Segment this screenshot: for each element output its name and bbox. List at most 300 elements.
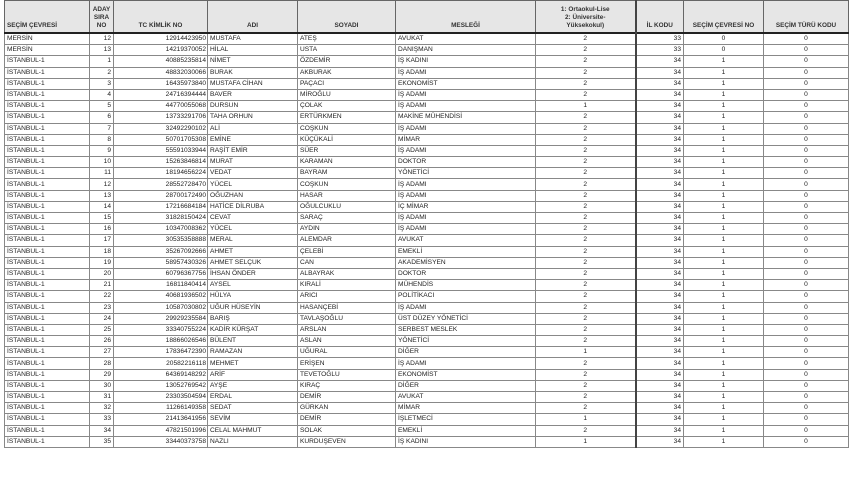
cell-adi[interactable]: MEHMET bbox=[208, 358, 298, 369]
cell-secim-cevresi[interactable]: İSTANBUL-1 bbox=[5, 257, 90, 268]
cell-il-kodu[interactable]: 34 bbox=[636, 392, 684, 403]
cell-secim-cevresi[interactable]: İSTANBUL-1 bbox=[5, 268, 90, 279]
cell-ogrenim[interactable]: 2 bbox=[536, 257, 636, 268]
cell-aday-sira-no[interactable]: 12 bbox=[90, 179, 114, 190]
cell-secim-cevresi-no[interactable]: 1 bbox=[684, 358, 764, 369]
cell-ogrenim[interactable]: 1 bbox=[536, 436, 636, 447]
cell-secim-cevresi[interactable]: İSTANBUL-1 bbox=[5, 78, 90, 89]
cell-adi[interactable]: MERAL bbox=[208, 235, 298, 246]
cell-tc-kimlik-no[interactable]: 20582216118 bbox=[114, 358, 208, 369]
cell-secim-cevresi[interactable]: İSTANBUL-1 bbox=[5, 324, 90, 335]
cell-il-kodu[interactable]: 34 bbox=[636, 224, 684, 235]
cell-secim-cevresi[interactable]: İSTANBUL-1 bbox=[5, 123, 90, 134]
cell-soyadi[interactable]: UĞURAL bbox=[298, 347, 396, 358]
cell-soyadi[interactable]: COŞKUN bbox=[298, 179, 396, 190]
cell-adi[interactable]: SEDAT bbox=[208, 403, 298, 414]
cell-secim-cevresi-no[interactable]: 1 bbox=[684, 313, 764, 324]
cell-ogrenim[interactable]: 2 bbox=[536, 224, 636, 235]
cell-meslegi[interactable]: MAKİNE MÜHENDİSİ bbox=[396, 112, 536, 123]
cell-soyadi[interactable]: CAN bbox=[298, 257, 396, 268]
cell-il-kodu[interactable]: 34 bbox=[636, 291, 684, 302]
cell-secim-cevresi[interactable]: İSTANBUL-1 bbox=[5, 291, 90, 302]
cell-ogrenim[interactable]: 2 bbox=[536, 168, 636, 179]
cell-ogrenim[interactable]: 2 bbox=[536, 56, 636, 67]
cell-meslegi[interactable]: EMEKLİ bbox=[396, 425, 536, 436]
cell-adi[interactable]: YÜCEL bbox=[208, 224, 298, 235]
cell-aday-sira-no[interactable]: 17 bbox=[90, 235, 114, 246]
cell-tc-kimlik-no[interactable]: 12914423950 bbox=[114, 33, 208, 45]
cell-aday-sira-no[interactable]: 28 bbox=[90, 358, 114, 369]
cell-secim-cevresi[interactable]: İSTANBUL-1 bbox=[5, 224, 90, 235]
cell-adi[interactable]: HÜLYA bbox=[208, 291, 298, 302]
cell-tc-kimlik-no[interactable]: 28700172490 bbox=[114, 190, 208, 201]
cell-tc-kimlik-no[interactable]: 58957430326 bbox=[114, 257, 208, 268]
cell-secim-turu-kodu[interactable]: 0 bbox=[764, 436, 849, 447]
cell-secim-turu-kodu[interactable]: 0 bbox=[764, 380, 849, 391]
cell-adi[interactable]: AHMET SELÇUK bbox=[208, 257, 298, 268]
cell-secim-cevresi-no[interactable]: 1 bbox=[684, 179, 764, 190]
cell-adi[interactable]: AYŞE bbox=[208, 380, 298, 391]
cell-meslegi[interactable]: İŞ KADINI bbox=[396, 56, 536, 67]
cell-il-kodu[interactable]: 34 bbox=[636, 157, 684, 168]
cell-tc-kimlik-no[interactable]: 40885235814 bbox=[114, 56, 208, 67]
cell-secim-cevresi-no[interactable]: 1 bbox=[684, 168, 764, 179]
cell-secim-turu-kodu[interactable]: 0 bbox=[764, 201, 849, 212]
cell-adi[interactable]: RAMAZAN bbox=[208, 347, 298, 358]
cell-soyadi[interactable]: ALBAYRAK bbox=[298, 268, 396, 279]
cell-secim-cevresi-no[interactable]: 1 bbox=[684, 425, 764, 436]
cell-secim-cevresi[interactable]: İSTANBUL-1 bbox=[5, 134, 90, 145]
cell-il-kodu[interactable]: 34 bbox=[636, 257, 684, 268]
cell-ogrenim[interactable]: 2 bbox=[536, 145, 636, 156]
cell-meslegi[interactable]: İŞ ADAMI bbox=[396, 179, 536, 190]
cell-secim-cevresi[interactable]: İSTANBUL-1 bbox=[5, 347, 90, 358]
cell-adi[interactable]: MUSTAFA bbox=[208, 33, 298, 45]
cell-ogrenim[interactable]: 2 bbox=[536, 78, 636, 89]
cell-aday-sira-no[interactable]: 15 bbox=[90, 213, 114, 224]
cell-soyadi[interactable]: ATEŞ bbox=[298, 33, 396, 45]
cell-tc-kimlik-no[interactable]: 55591033944 bbox=[114, 145, 208, 156]
cell-ogrenim[interactable]: 2 bbox=[536, 67, 636, 78]
cell-meslegi[interactable]: DOKTOR bbox=[396, 268, 536, 279]
cell-adi[interactable]: TAHA ORHUN bbox=[208, 112, 298, 123]
cell-aday-sira-no[interactable]: 8 bbox=[90, 134, 114, 145]
cell-tc-kimlik-no[interactable]: 32492290102 bbox=[114, 123, 208, 134]
cell-ogrenim[interactable]: 2 bbox=[536, 213, 636, 224]
cell-adi[interactable]: İHSAN ÖNDER bbox=[208, 268, 298, 279]
cell-adi[interactable]: AYSEL bbox=[208, 280, 298, 291]
cell-secim-cevresi-no[interactable]: 1 bbox=[684, 145, 764, 156]
cell-tc-kimlik-no[interactable]: 17836472390 bbox=[114, 347, 208, 358]
cell-soyadi[interactable]: OĞULCUKLU bbox=[298, 201, 396, 212]
cell-soyadi[interactable]: ERTÜRKMEN bbox=[298, 112, 396, 123]
cell-soyadi[interactable]: ARICI bbox=[298, 291, 396, 302]
cell-tc-kimlik-no[interactable]: 16435973840 bbox=[114, 78, 208, 89]
cell-meslegi[interactable]: İŞ ADAMI bbox=[396, 213, 536, 224]
cell-meslegi[interactable]: YÖNETİCİ bbox=[396, 336, 536, 347]
cell-ogrenim[interactable]: 1 bbox=[536, 101, 636, 112]
cell-secim-cevresi-no[interactable]: 1 bbox=[684, 414, 764, 425]
cell-soyadi[interactable]: MİROĞLU bbox=[298, 89, 396, 100]
cell-adi[interactable]: MUSTAFA CİHAN bbox=[208, 78, 298, 89]
cell-tc-kimlik-no[interactable]: 23303504594 bbox=[114, 392, 208, 403]
cell-soyadi[interactable]: ASLAN bbox=[298, 336, 396, 347]
cell-soyadi[interactable]: PAÇACI bbox=[298, 78, 396, 89]
cell-tc-kimlik-no[interactable]: 48832030066 bbox=[114, 67, 208, 78]
cell-il-kodu[interactable]: 34 bbox=[636, 403, 684, 414]
cell-ogrenim[interactable]: 2 bbox=[536, 425, 636, 436]
cell-tc-kimlik-no[interactable]: 28552728470 bbox=[114, 179, 208, 190]
cell-soyadi[interactable]: AYDIN bbox=[298, 224, 396, 235]
cell-soyadi[interactable]: AKBURAK bbox=[298, 67, 396, 78]
cell-secim-turu-kodu[interactable]: 0 bbox=[764, 56, 849, 67]
cell-secim-cevresi-no[interactable]: 1 bbox=[684, 302, 764, 313]
cell-meslegi[interactable]: İŞLETMECİ bbox=[396, 414, 536, 425]
cell-secim-turu-kodu[interactable]: 0 bbox=[764, 235, 849, 246]
cell-secim-turu-kodu[interactable]: 0 bbox=[764, 123, 849, 134]
cell-secim-cevresi-no[interactable]: 1 bbox=[684, 112, 764, 123]
cell-aday-sira-no[interactable]: 1 bbox=[90, 56, 114, 67]
cell-il-kodu[interactable]: 34 bbox=[636, 179, 684, 190]
cell-adi[interactable]: EMİNE bbox=[208, 134, 298, 145]
cell-soyadi[interactable]: BAYRAM bbox=[298, 168, 396, 179]
cell-aday-sira-no[interactable]: 5 bbox=[90, 101, 114, 112]
cell-tc-kimlik-no[interactable]: 33340755224 bbox=[114, 324, 208, 335]
cell-soyadi[interactable]: KIRAÇ bbox=[298, 380, 396, 391]
cell-adi[interactable]: BÜLENT bbox=[208, 336, 298, 347]
cell-tc-kimlik-no[interactable]: 50701705308 bbox=[114, 134, 208, 145]
cell-secim-cevresi[interactable]: MERSİN bbox=[5, 45, 90, 56]
cell-secim-cevresi-no[interactable]: 1 bbox=[684, 190, 764, 201]
cell-aday-sira-no[interactable]: 34 bbox=[90, 425, 114, 436]
cell-adi[interactable]: BAVER bbox=[208, 89, 298, 100]
cell-tc-kimlik-no[interactable]: 31828150424 bbox=[114, 213, 208, 224]
cell-aday-sira-no[interactable]: 14 bbox=[90, 201, 114, 212]
cell-secim-turu-kodu[interactable]: 0 bbox=[764, 313, 849, 324]
cell-tc-kimlik-no[interactable]: 35267092666 bbox=[114, 246, 208, 257]
cell-ogrenim[interactable]: 2 bbox=[536, 134, 636, 145]
cell-secim-cevresi[interactable]: MERSİN bbox=[5, 33, 90, 45]
cell-tc-kimlik-no[interactable]: 14219370052 bbox=[114, 45, 208, 56]
cell-secim-cevresi[interactable]: İSTANBUL-1 bbox=[5, 190, 90, 201]
cell-il-kodu[interactable]: 33 bbox=[636, 45, 684, 56]
cell-adi[interactable]: OĞUZHAN bbox=[208, 190, 298, 201]
cell-ogrenim[interactable]: 2 bbox=[536, 201, 636, 212]
cell-il-kodu[interactable]: 34 bbox=[636, 347, 684, 358]
cell-il-kodu[interactable]: 34 bbox=[636, 56, 684, 67]
cell-soyadi[interactable]: TAVLAŞOĞLU bbox=[298, 313, 396, 324]
cell-secim-turu-kodu[interactable]: 0 bbox=[764, 280, 849, 291]
cell-soyadi[interactable]: HASANÇEBİ bbox=[298, 302, 396, 313]
cell-aday-sira-no[interactable]: 26 bbox=[90, 336, 114, 347]
cell-il-kodu[interactable]: 34 bbox=[636, 280, 684, 291]
cell-secim-cevresi-no[interactable]: 1 bbox=[684, 369, 764, 380]
cell-secim-cevresi[interactable]: İSTANBUL-1 bbox=[5, 67, 90, 78]
cell-il-kodu[interactable]: 33 bbox=[636, 33, 684, 45]
cell-adi[interactable]: ARİF bbox=[208, 369, 298, 380]
cell-soyadi[interactable]: ÇOLAK bbox=[298, 101, 396, 112]
cell-il-kodu[interactable]: 34 bbox=[636, 313, 684, 324]
cell-secim-turu-kodu[interactable]: 0 bbox=[764, 291, 849, 302]
cell-secim-cevresi[interactable]: İSTANBUL-1 bbox=[5, 414, 90, 425]
cell-soyadi[interactable]: HASAR bbox=[298, 190, 396, 201]
cell-secim-cevresi-no[interactable]: 1 bbox=[684, 235, 764, 246]
cell-secim-cevresi-no[interactable]: 1 bbox=[684, 280, 764, 291]
cell-il-kodu[interactable]: 34 bbox=[636, 436, 684, 447]
cell-secim-cevresi-no[interactable]: 1 bbox=[684, 123, 764, 134]
cell-il-kodu[interactable]: 34 bbox=[636, 168, 684, 179]
cell-secim-turu-kodu[interactable]: 0 bbox=[764, 302, 849, 313]
cell-ogrenim[interactable]: 2 bbox=[536, 157, 636, 168]
cell-aday-sira-no[interactable]: 25 bbox=[90, 324, 114, 335]
cell-secim-turu-kodu[interactable]: 0 bbox=[764, 190, 849, 201]
cell-il-kodu[interactable]: 34 bbox=[636, 134, 684, 145]
cell-soyadi[interactable]: USTA bbox=[298, 45, 396, 56]
cell-tc-kimlik-no[interactable]: 17216684184 bbox=[114, 201, 208, 212]
cell-meslegi[interactable]: İŞ ADAMI bbox=[396, 89, 536, 100]
cell-secim-cevresi[interactable]: İSTANBUL-1 bbox=[5, 101, 90, 112]
cell-ogrenim[interactable]: 2 bbox=[536, 302, 636, 313]
cell-meslegi[interactable]: İŞ ADAMI bbox=[396, 224, 536, 235]
cell-ogrenim[interactable]: 2 bbox=[536, 358, 636, 369]
cell-secim-cevresi[interactable]: İSTANBUL-1 bbox=[5, 336, 90, 347]
cell-adi[interactable]: ERDAL bbox=[208, 392, 298, 403]
cell-aday-sira-no[interactable]: 12 bbox=[90, 33, 114, 45]
cell-aday-sira-no[interactable]: 16 bbox=[90, 224, 114, 235]
cell-secim-cevresi-no[interactable]: 1 bbox=[684, 436, 764, 447]
cell-soyadi[interactable]: GÜRKAN bbox=[298, 403, 396, 414]
cell-secim-cevresi[interactable]: İSTANBUL-1 bbox=[5, 157, 90, 168]
cell-aday-sira-no[interactable]: 27 bbox=[90, 347, 114, 358]
cell-soyadi[interactable]: DEMİR bbox=[298, 414, 396, 425]
cell-secim-turu-kodu[interactable]: 0 bbox=[764, 324, 849, 335]
cell-tc-kimlik-no[interactable]: 40681936502 bbox=[114, 291, 208, 302]
cell-secim-turu-kodu[interactable]: 0 bbox=[764, 213, 849, 224]
cell-adi[interactable]: VEDAT bbox=[208, 168, 298, 179]
cell-aday-sira-no[interactable]: 18 bbox=[90, 246, 114, 257]
cell-tc-kimlik-no[interactable]: 29929235584 bbox=[114, 313, 208, 324]
cell-secim-turu-kodu[interactable]: 0 bbox=[764, 78, 849, 89]
cell-soyadi[interactable]: KURDUŞEVEN bbox=[298, 436, 396, 447]
cell-adi[interactable]: MURAT bbox=[208, 157, 298, 168]
cell-meslegi[interactable]: MİMAR bbox=[396, 403, 536, 414]
cell-ogrenim[interactable]: 1 bbox=[536, 414, 636, 425]
cell-meslegi[interactable]: POLİTİKACI bbox=[396, 291, 536, 302]
cell-il-kodu[interactable]: 34 bbox=[636, 101, 684, 112]
cell-secim-cevresi-no[interactable]: 1 bbox=[684, 201, 764, 212]
cell-il-kodu[interactable]: 34 bbox=[636, 78, 684, 89]
cell-secim-turu-kodu[interactable]: 0 bbox=[764, 112, 849, 123]
cell-il-kodu[interactable]: 34 bbox=[636, 123, 684, 134]
cell-aday-sira-no[interactable]: 31 bbox=[90, 392, 114, 403]
cell-secim-cevresi-no[interactable]: 1 bbox=[684, 56, 764, 67]
cell-soyadi[interactable]: ÇELEBİ bbox=[298, 246, 396, 257]
cell-il-kodu[interactable]: 34 bbox=[636, 112, 684, 123]
cell-meslegi[interactable]: İŞ ADAMI bbox=[396, 67, 536, 78]
cell-secim-cevresi[interactable]: İSTANBUL-1 bbox=[5, 280, 90, 291]
cell-aday-sira-no[interactable]: 9 bbox=[90, 145, 114, 156]
cell-secim-cevresi[interactable]: İSTANBUL-1 bbox=[5, 89, 90, 100]
cell-secim-cevresi[interactable]: İSTANBUL-1 bbox=[5, 358, 90, 369]
cell-il-kodu[interactable]: 34 bbox=[636, 302, 684, 313]
cell-soyadi[interactable]: SOLAK bbox=[298, 425, 396, 436]
cell-secim-cevresi[interactable]: İSTANBUL-1 bbox=[5, 392, 90, 403]
cell-aday-sira-no[interactable]: 13 bbox=[90, 45, 114, 56]
cell-meslegi[interactable]: İÇ MİMAR bbox=[396, 201, 536, 212]
cell-secim-cevresi[interactable]: İSTANBUL-1 bbox=[5, 168, 90, 179]
cell-meslegi[interactable]: İŞ ADAMI bbox=[396, 145, 536, 156]
cell-aday-sira-no[interactable]: 23 bbox=[90, 302, 114, 313]
cell-tc-kimlik-no[interactable]: 18194656224 bbox=[114, 168, 208, 179]
cell-meslegi[interactable]: SERBEST MESLEK bbox=[396, 324, 536, 335]
cell-adi[interactable]: YÜCEL bbox=[208, 179, 298, 190]
cell-secim-cevresi-no[interactable]: 1 bbox=[684, 336, 764, 347]
cell-meslegi[interactable]: YÖNETİCİ bbox=[396, 168, 536, 179]
cell-ogrenim[interactable]: 2 bbox=[536, 235, 636, 246]
cell-ogrenim[interactable]: 2 bbox=[536, 336, 636, 347]
cell-secim-cevresi-no[interactable]: 1 bbox=[684, 268, 764, 279]
cell-secim-cevresi-no[interactable]: 1 bbox=[684, 347, 764, 358]
cell-secim-turu-kodu[interactable]: 0 bbox=[764, 168, 849, 179]
cell-adi[interactable]: HİLAL bbox=[208, 45, 298, 56]
cell-secim-cevresi-no[interactable]: 1 bbox=[684, 224, 764, 235]
cell-aday-sira-no[interactable]: 21 bbox=[90, 280, 114, 291]
cell-ogrenim[interactable]: 2 bbox=[536, 190, 636, 201]
cell-meslegi[interactable]: AVUKAT bbox=[396, 392, 536, 403]
cell-tc-kimlik-no[interactable]: 10347008362 bbox=[114, 224, 208, 235]
cell-ogrenim[interactable]: 2 bbox=[536, 392, 636, 403]
cell-secim-turu-kodu[interactable]: 0 bbox=[764, 369, 849, 380]
cell-aday-sira-no[interactable]: 19 bbox=[90, 257, 114, 268]
cell-tc-kimlik-no[interactable]: 11266149358 bbox=[114, 403, 208, 414]
cell-secim-cevresi[interactable]: İSTANBUL-1 bbox=[5, 235, 90, 246]
cell-secim-cevresi-no[interactable]: 1 bbox=[684, 403, 764, 414]
cell-il-kodu[interactable]: 34 bbox=[636, 380, 684, 391]
cell-meslegi[interactable]: İŞ ADAMI bbox=[396, 358, 536, 369]
cell-adi[interactable]: NAZLI bbox=[208, 436, 298, 447]
cell-meslegi[interactable]: DİĞER bbox=[396, 347, 536, 358]
cell-ogrenim[interactable]: 1 bbox=[536, 347, 636, 358]
cell-secim-turu-kodu[interactable]: 0 bbox=[764, 157, 849, 168]
cell-il-kodu[interactable]: 34 bbox=[636, 201, 684, 212]
cell-tc-kimlik-no[interactable]: 30535358888 bbox=[114, 235, 208, 246]
cell-ogrenim[interactable]: 2 bbox=[536, 179, 636, 190]
cell-secim-cevresi-no[interactable]: 1 bbox=[684, 134, 764, 145]
cell-il-kodu[interactable]: 34 bbox=[636, 89, 684, 100]
cell-tc-kimlik-no[interactable]: 15263846814 bbox=[114, 157, 208, 168]
cell-secim-cevresi[interactable]: İSTANBUL-1 bbox=[5, 246, 90, 257]
cell-soyadi[interactable]: SARAÇ bbox=[298, 213, 396, 224]
cell-il-kodu[interactable]: 34 bbox=[636, 213, 684, 224]
cell-secim-cevresi[interactable]: İSTANBUL-1 bbox=[5, 179, 90, 190]
cell-meslegi[interactable]: İŞ KADINI bbox=[396, 436, 536, 447]
cell-aday-sira-no[interactable]: 4 bbox=[90, 89, 114, 100]
cell-secim-turu-kodu[interactable]: 0 bbox=[764, 358, 849, 369]
cell-secim-turu-kodu[interactable]: 0 bbox=[764, 268, 849, 279]
cell-il-kodu[interactable]: 34 bbox=[636, 235, 684, 246]
cell-tc-kimlik-no[interactable]: 13052769542 bbox=[114, 380, 208, 391]
cell-il-kodu[interactable]: 34 bbox=[636, 336, 684, 347]
cell-secim-turu-kodu[interactable]: 0 bbox=[764, 246, 849, 257]
cell-soyadi[interactable]: SÜER bbox=[298, 145, 396, 156]
cell-soyadi[interactable]: KÜÇÜKALİ bbox=[298, 134, 396, 145]
cell-secim-cevresi-no[interactable]: 0 bbox=[684, 33, 764, 45]
cell-ogrenim[interactable]: 2 bbox=[536, 324, 636, 335]
cell-adi[interactable]: KADİR KÜRŞAT bbox=[208, 324, 298, 335]
cell-meslegi[interactable]: İŞ ADAMI bbox=[396, 101, 536, 112]
cell-secim-turu-kodu[interactable]: 0 bbox=[764, 101, 849, 112]
cell-tc-kimlik-no[interactable]: 44770055068 bbox=[114, 101, 208, 112]
cell-tc-kimlik-no[interactable]: 10587030802 bbox=[114, 302, 208, 313]
cell-adi[interactable]: SEVİM bbox=[208, 414, 298, 425]
cell-meslegi[interactable]: İŞ ADAMI bbox=[396, 123, 536, 134]
cell-meslegi[interactable]: AVUKAT bbox=[396, 33, 536, 45]
cell-adi[interactable]: HATİCE DİLRUBA bbox=[208, 201, 298, 212]
cell-il-kodu[interactable]: 34 bbox=[636, 190, 684, 201]
cell-ogrenim[interactable]: 2 bbox=[536, 291, 636, 302]
cell-aday-sira-no[interactable]: 3 bbox=[90, 78, 114, 89]
cell-aday-sira-no[interactable]: 30 bbox=[90, 380, 114, 391]
cell-aday-sira-no[interactable]: 32 bbox=[90, 403, 114, 414]
cell-meslegi[interactable]: AKADEMİSYEN bbox=[396, 257, 536, 268]
cell-meslegi[interactable]: İŞ ADAMI bbox=[396, 190, 536, 201]
cell-adi[interactable]: CELAL MAHMUT bbox=[208, 425, 298, 436]
cell-secim-turu-kodu[interactable]: 0 bbox=[764, 347, 849, 358]
cell-soyadi[interactable]: KARAMAN bbox=[298, 157, 396, 168]
cell-ogrenim[interactable]: 2 bbox=[536, 123, 636, 134]
cell-tc-kimlik-no[interactable]: 24716394444 bbox=[114, 89, 208, 100]
cell-ogrenim[interactable]: 2 bbox=[536, 112, 636, 123]
cell-tc-kimlik-no[interactable]: 18866026546 bbox=[114, 336, 208, 347]
cell-aday-sira-no[interactable]: 6 bbox=[90, 112, 114, 123]
cell-meslegi[interactable]: EMEKLİ bbox=[396, 246, 536, 257]
cell-il-kodu[interactable]: 34 bbox=[636, 324, 684, 335]
cell-meslegi[interactable]: AVUKAT bbox=[396, 235, 536, 246]
cell-aday-sira-no[interactable]: 20 bbox=[90, 268, 114, 279]
cell-il-kodu[interactable]: 34 bbox=[636, 369, 684, 380]
cell-ogrenim[interactable]: 2 bbox=[536, 403, 636, 414]
cell-tc-kimlik-no[interactable]: 47821501996 bbox=[114, 425, 208, 436]
cell-meslegi[interactable]: ÜST DÜZEY YÖNETİCİ bbox=[396, 313, 536, 324]
cell-aday-sira-no[interactable]: 2 bbox=[90, 67, 114, 78]
cell-secim-turu-kodu[interactable]: 0 bbox=[764, 425, 849, 436]
cell-ogrenim[interactable]: 2 bbox=[536, 268, 636, 279]
cell-secim-turu-kodu[interactable]: 0 bbox=[764, 257, 849, 268]
cell-aday-sira-no[interactable]: 7 bbox=[90, 123, 114, 134]
cell-secim-cevresi-no[interactable]: 1 bbox=[684, 89, 764, 100]
cell-adi[interactable]: BARIŞ bbox=[208, 313, 298, 324]
cell-secim-cevresi[interactable]: İSTANBUL-1 bbox=[5, 145, 90, 156]
cell-meslegi[interactable]: DOKTOR bbox=[396, 157, 536, 168]
cell-secim-cevresi[interactable]: İSTANBUL-1 bbox=[5, 425, 90, 436]
cell-soyadi[interactable]: ÖZDEMİR bbox=[298, 56, 396, 67]
cell-secim-cevresi-no[interactable]: 1 bbox=[684, 257, 764, 268]
cell-aday-sira-no[interactable]: 29 bbox=[90, 369, 114, 380]
cell-secim-turu-kodu[interactable]: 0 bbox=[764, 67, 849, 78]
cell-secim-cevresi-no[interactable]: 1 bbox=[684, 291, 764, 302]
cell-tc-kimlik-no[interactable]: 33440373758 bbox=[114, 436, 208, 447]
cell-secim-cevresi-no[interactable]: 0 bbox=[684, 45, 764, 56]
cell-secim-cevresi-no[interactable]: 1 bbox=[684, 380, 764, 391]
cell-meslegi[interactable]: DANIŞMAN bbox=[396, 45, 536, 56]
cell-secim-cevresi-no[interactable]: 1 bbox=[684, 324, 764, 335]
cell-secim-cevresi-no[interactable]: 1 bbox=[684, 78, 764, 89]
cell-aday-sira-no[interactable]: 10 bbox=[90, 157, 114, 168]
cell-secim-cevresi-no[interactable]: 1 bbox=[684, 213, 764, 224]
cell-meslegi[interactable]: MÜHENDİS bbox=[396, 280, 536, 291]
cell-secim-cevresi[interactable]: İSTANBUL-1 bbox=[5, 313, 90, 324]
cell-il-kodu[interactable]: 34 bbox=[636, 358, 684, 369]
